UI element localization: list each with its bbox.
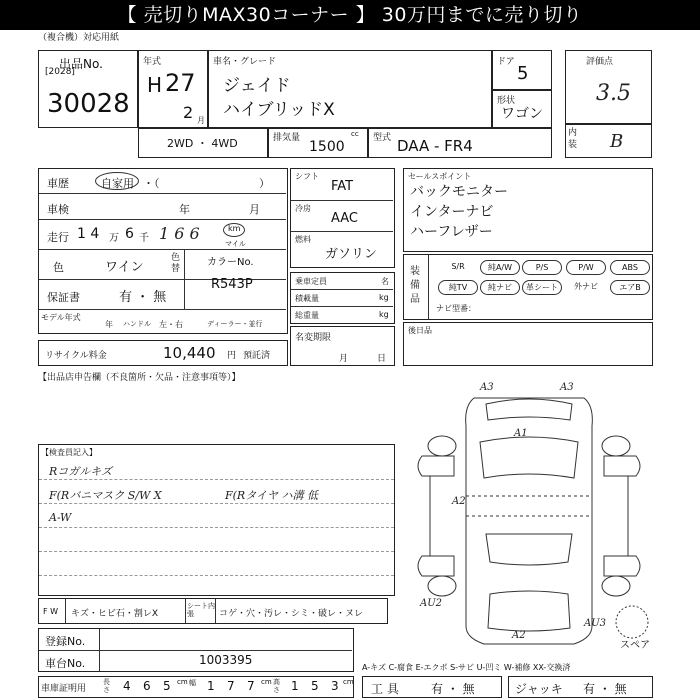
reg-deadline-day: 日 — [377, 354, 387, 364]
cert-unit-width: 幅 — [189, 679, 196, 687]
mileage-u2: 千 — [139, 233, 149, 244]
sales-points-box — [403, 168, 653, 252]
inspection-year: 年 — [179, 203, 190, 216]
equip-ps: P/S — [522, 260, 562, 275]
mark-a2-left: A2 — [452, 496, 466, 507]
inspection-month: 月 — [249, 203, 260, 216]
recycle-value: 10,440 — [163, 344, 216, 362]
chassis-value: 1003395 — [199, 653, 253, 667]
color-code: R543P — [211, 277, 253, 292]
fw-seat-row — [38, 598, 388, 624]
model-label: 型式 — [373, 133, 392, 143]
capacity-table — [290, 272, 395, 324]
displacement-label: 排気量 — [273, 133, 301, 143]
registration-table — [38, 628, 354, 672]
doors-value: 5 — [517, 63, 529, 84]
cert-label: 車庫証明用 — [41, 684, 87, 694]
equip-tv: 純TV — [438, 280, 478, 295]
displacement-value: 1500 — [309, 139, 345, 155]
jack-box — [508, 676, 653, 698]
sales-points-label: セールスポイント — [408, 172, 472, 181]
year-box — [138, 50, 208, 128]
cert-unit-cm2: cm — [261, 678, 272, 686]
inspector-note-right: F(Rタイヤ ハ溝 低 — [225, 489, 318, 502]
mark-a2-bottom: A2 — [512, 630, 526, 641]
registration-label: 登録No. — [45, 635, 86, 648]
sales-point-1: バックモニター — [410, 184, 508, 200]
history-value: 自家用 — [101, 177, 134, 190]
year-era: H — [147, 73, 163, 97]
mileage-v3: 1 6 6 — [159, 224, 200, 243]
shape-value: ワゴン — [501, 106, 543, 122]
score-value: 3.5 — [596, 81, 631, 106]
reg-deadline-box — [290, 326, 395, 366]
equipment-box — [403, 254, 653, 320]
mileage-v2: 6 — [125, 226, 134, 242]
inspector-note-1: Rコガルキズ — [49, 465, 113, 478]
model-box — [368, 128, 552, 158]
equip-ext-navi: 外ナビ — [574, 282, 598, 291]
name-label: 車名・グレード — [213, 57, 277, 67]
equip-navi: 純ナビ — [480, 280, 520, 295]
recycle-unit: 円 — [227, 351, 237, 361]
model-year-year: 年 — [105, 320, 113, 329]
mark-a3-left: A3 — [480, 382, 494, 393]
handle-label: ハンドル — [123, 320, 151, 328]
seat-value: コゲ・穴・汚レ・シミ・破レ・ヌレ — [219, 609, 364, 619]
lot-box — [38, 50, 138, 128]
drive-value: 2WD ・ 4WD — [167, 137, 238, 150]
navi-model-label: ナビ型番： — [436, 304, 476, 313]
year-month: 2 — [183, 103, 194, 122]
later-date-box — [403, 322, 653, 366]
equip-abs: ABS — [610, 260, 650, 275]
name-line1: ジェイド — [223, 76, 291, 96]
fuel-label: 燃料 — [295, 235, 311, 244]
color-value: ワイン — [105, 260, 144, 275]
sales-point-2: インターナビ — [410, 204, 494, 220]
year-label: 年式 — [143, 57, 162, 67]
history-close: ） — [259, 177, 270, 190]
warranty-label: 保証書 — [47, 291, 80, 304]
year-value: 27 — [165, 69, 196, 97]
year-month-unit: 月 — [197, 116, 205, 125]
cert-v5: 7 — [227, 679, 235, 693]
tools-box — [362, 676, 502, 698]
cert-unit-length: 長さ — [103, 678, 110, 694]
ac-value: AAC — [331, 211, 358, 226]
cert-v4: 1 — [207, 679, 215, 693]
exhibitor-note: 【出品店申告欄（不良箇所・欠品・注意事項等）】 — [38, 373, 241, 383]
displacement-box — [268, 128, 368, 158]
mileage-km: km — [228, 224, 241, 233]
lot-number: 30028 — [47, 89, 130, 119]
inspection-label: 車検 — [47, 203, 69, 216]
cert-v1: 4 — [123, 679, 131, 693]
weight-unit: kg — [379, 310, 389, 319]
equip-aw: 純A/W — [480, 260, 520, 275]
cert-v9: 3 — [331, 679, 339, 693]
lot-small: [2028] — [45, 67, 75, 77]
cert-unit-height: 高さ — [273, 678, 280, 694]
color-change: 色替 — [171, 253, 181, 274]
interior-box — [565, 124, 652, 158]
mark-au3: AU3 — [584, 618, 607, 629]
recycle-label: リサイクル料金 — [45, 351, 107, 361]
fw-value: キズ・ヒビ石・割レX — [71, 609, 158, 619]
name-line2: ハイブリッドX — [223, 100, 335, 120]
cert-unit-cm1: cm — [177, 678, 188, 686]
car-damage-diagram — [404, 376, 654, 666]
fuel-value: ガソリン — [325, 247, 378, 262]
inspector-label: 【検査員記入】 — [41, 448, 97, 457]
recycle-box — [38, 340, 288, 366]
tools-label: 工 具 — [371, 682, 399, 696]
mark-a3-right: A3 — [560, 382, 574, 393]
reg-deadline-label: 名変期限 — [295, 333, 332, 343]
shift-label: シフト — [295, 172, 319, 181]
equip-pw: P/W — [566, 260, 606, 275]
name-box — [208, 50, 492, 128]
mileage-mile: マイル — [225, 240, 246, 248]
load-unit: kg — [379, 293, 389, 302]
model-year-label: モデル年式 — [41, 313, 81, 322]
shape-label: 形状 — [497, 96, 516, 106]
jack-label: ジャッキ — [515, 682, 563, 696]
inspector-note-2: F(Rバニマスク S/W X — [49, 489, 162, 502]
mileage-u1: 万 — [109, 233, 119, 244]
auction-banner: 【 売切りMAX30コーナー 】 30万円までに売り切り — [0, 0, 700, 30]
mileage-v1: 1 4 — [77, 226, 100, 242]
dealer-label: ディーラー・並行 — [207, 320, 263, 328]
interior-value: B — [610, 131, 624, 152]
handle-value: 左・右 — [159, 320, 183, 329]
shift-value: FAT — [331, 179, 354, 194]
cert-v6: 7 — [247, 679, 255, 693]
capacity-unit: 名 — [381, 277, 389, 286]
equipment-label: 装備品 — [410, 266, 420, 305]
spec-middle-table — [290, 168, 395, 268]
lot-label: 出品No. — [59, 57, 103, 71]
interior-label: 内装 — [568, 128, 578, 150]
mark-au2: AU2 — [420, 598, 443, 609]
load-label: 積載量 — [295, 294, 319, 303]
header-note: （複合機）対応用紙 — [38, 33, 120, 43]
cert-v3: 5 — [163, 679, 171, 693]
shape-box — [492, 90, 552, 128]
score-box — [565, 50, 652, 124]
cert-v8: 5 — [311, 679, 319, 693]
later-date-label: 後日品 — [408, 326, 432, 335]
jack-value: 有 ・ 無 — [583, 682, 627, 696]
equip-seat: 革シート — [522, 280, 562, 295]
cert-v2: 6 — [143, 679, 151, 693]
chassis-label: 車台No. — [45, 657, 86, 670]
cert-unit-cm3: cm — [343, 678, 354, 686]
drive-box — [138, 128, 268, 158]
warranty-value: 有 ・ 無 — [119, 290, 167, 305]
displacement-unit: cc — [351, 130, 359, 138]
doors-label: ドア — [497, 57, 515, 67]
spare-label: スペア — [620, 640, 650, 651]
history-rest: ・（ — [143, 177, 160, 190]
weight-label: 総重量 — [295, 311, 319, 320]
cert-v7: 1 — [291, 679, 299, 693]
equip-sr: S/R — [451, 262, 465, 271]
fw-label: F W — [43, 607, 59, 616]
mark-a1: A1 — [514, 428, 528, 439]
seat-label: シート内張 — [187, 602, 215, 618]
recycle-note: 預託済 — [243, 351, 271, 361]
equip-airbag: エアB — [610, 280, 650, 295]
cert-row — [38, 676, 354, 698]
history-label: 車歴 — [47, 177, 69, 190]
mileage-label: 走行 — [47, 231, 69, 244]
capacity-label: 乗車定員 — [295, 277, 327, 286]
model-value: DAA - FR4 — [397, 137, 473, 155]
inspector-note-3: A-W — [49, 511, 72, 524]
score-label: 評価点 — [586, 57, 614, 67]
inspector-box — [38, 444, 395, 596]
reg-deadline-month: 月 — [339, 354, 349, 364]
color-label: 色 — [53, 261, 64, 274]
ac-label: 冷房 — [295, 204, 311, 213]
color-code-label: カラーNo. — [207, 257, 254, 268]
tools-value: 有 ・ 無 — [431, 682, 475, 696]
vehicle-info-table — [38, 168, 288, 334]
sales-point-3: ハーフレザー — [410, 224, 493, 240]
damage-legend: A-キズ C-腐食 E-エクボ S-サビ U-凹ミ W-補修 XX-交換済 — [362, 663, 571, 672]
doors-box — [492, 50, 552, 90]
